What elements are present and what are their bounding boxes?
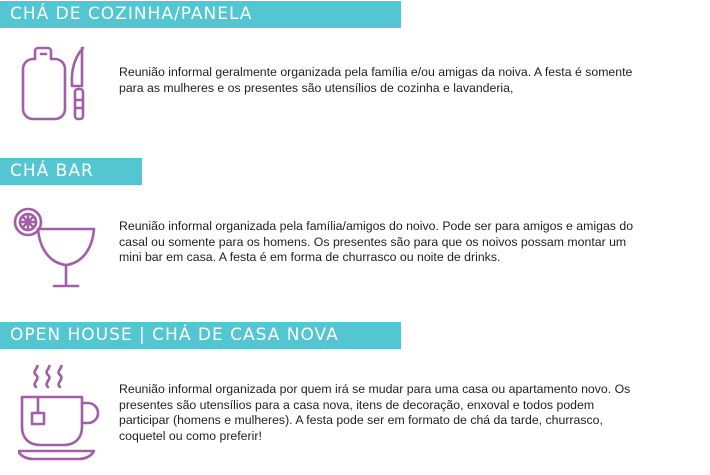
section-banner [0,1,401,28]
description-line: mini bar em casa. A festa é em forma de churrasco ou noite de drinks. [119,250,501,264]
section-cha-de-cozinha [0,0,710,150]
section-banner [0,158,142,185]
description-line: para as mulheres e os presentes são utensílios de cozinha e lavanderia, [119,80,514,95]
description-line: Reunião informal organizada por quem irá se mudar para uma casa ou apartamento novo. Os [119,382,631,396]
section-banner [0,322,401,349]
section-cha-bar [0,150,710,315]
description-line: Reunião informal organizada pela família/amigos do noivo. Pode ser para amigos e amigas do [119,219,634,233]
cutting-board-knife-icon [20,44,98,124]
description-line: presentes são utensílios para a casa nova, itens de decoração, enxoval e todos podem [119,397,595,412]
section-title: CHÁ DE COZINHA/PANELA [10,4,253,24]
section-open-house [0,315,710,475]
description-line: participar (homens e mulheres). A festa pode ser em formato de chá da tarde, churrasco, [119,413,603,427]
section-title: OPEN HOUSE | CHÁ DE CASA NOVA [10,325,339,345]
section-description [119,65,632,96]
description-line: coquetel ou como preferir! [119,428,262,443]
section-description [119,382,630,444]
description-line: Reunião informal geralmente organizada pela família e/ou amigas da noiva. A festa é somente [119,65,633,79]
section-description [119,219,633,266]
section-title: CHÁ BAR [10,161,94,181]
description-line: casal ou somente para os homens. Os presentes são para que os noivos possam montar um [119,234,627,249]
cocktail-glass-icon [10,202,100,292]
tea-cup-icon [18,365,114,465]
